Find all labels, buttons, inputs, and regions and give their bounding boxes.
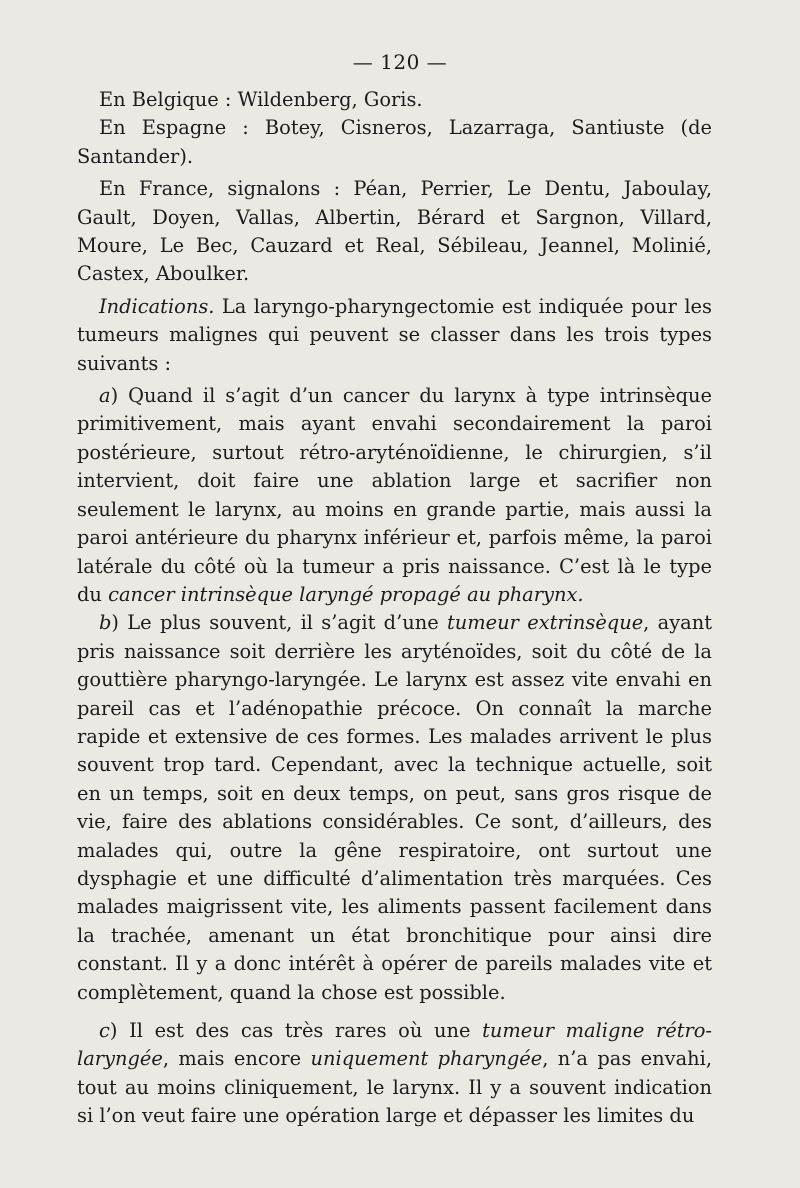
italic-run: uniquement pharyngée — [310, 1047, 543, 1071]
text-run: ) Le plus souvent, il s’agit d’une — [111, 611, 447, 635]
text-run: En Espagne : Botey, Cisneros, Lazarraga, Santiuste (de Santander). — [77, 116, 712, 168]
paragraph-indications — [77, 293, 712, 378]
text-run: , ayant pris naissance soit derrière les aryténoïdes, soit du côté de la gouttière pharyngo-laryngée. Le larynx est assez vite envahi en pareil cas et l’adénopathie précoce. On connaît la marche rapide et extensive de ces formes. Les malades arrivent le plus souvent trop tard. Cependant, avec la technique actuelle, soit en un temps, soit en deux temps, on peut, sans gros risque de vie, faire des ablations considérables. Ce sont, d’ailleurs, des malades qui, outre la gêne respiratoire, ont surtout une dysphagie et une difficulté d’alimentation très marquées. Ces malades maigrissent vite, les aliments passent facilement dans la trachée, amenant un état bronchitique pour ainsi dire constant. Il y a donc intérêt à opérer de pareils malades vite et complètement, quand la chose est possible. — [77, 611, 712, 1004]
text-run: ) Il est des cas très rares où une — [109, 1019, 483, 1042]
item-letter-a: a — [99, 384, 111, 408]
paragraph-type-b — [77, 609, 712, 1007]
italic-run: cancer intrinsèque laryngé propagé au pharynx. — [108, 582, 584, 606]
paragraph-type-c — [77, 1017, 712, 1131]
text-run: La laryngo-pharyngectomie est indiquée pour les tumeurs malignes qui peuvent se classer dans les trois types suivants : — [77, 294, 712, 375]
text-run: ) Quand il s’agit d’un cancer du larynx à type intrinsèque primitivement, mais ayant envahi secondairement la paroi postérieure, surtout rétro-aryténoïdienne, le chirurgien, s’il intervient, doit faire une ablation large et sacrifier non seulement le larynx, au moins en grande partie, mais aussi la paroi antérieure du pharynx inférieur et, parfois même, la paroi latérale du côté où la tumeur a pris naissance. C’est là le type du — [77, 384, 712, 606]
page-number: — 120 — — [352, 50, 448, 74]
paragraph-france — [77, 175, 712, 289]
item-letter-c: c — [99, 1019, 110, 1042]
indications-heading: Indications. — [99, 294, 215, 318]
body-text — [77, 86, 712, 1131]
paragraph-belgique — [77, 86, 712, 114]
paragraph-type-a — [77, 382, 712, 609]
paragraph-espagne — [77, 114, 712, 171]
italic-run: tumeur maligne rétro-laryngée — [77, 1019, 712, 1071]
text-run: , mais encore — [162, 1047, 311, 1071]
text-run: , n’a pas envahi, tout au moins cliniquement, le larynx. Il y a souvent indication si l’on veut faire une opération large et dépasser les limites du — [77, 1047, 713, 1128]
item-letter-b: b — [99, 611, 112, 635]
text-run: En France, signalons : Péan, Perrier, Le Dentu, Jaboulay, Gault, Doyen, Vallas, Albertin, Bérard et Sargnon, Villard, Moure, Le Bec, Cauzard et Real, Sébileau, Jeannel, Molinié, Castex, Aboulker. — [77, 177, 712, 286]
text-run: En Belgique : Wildenberg, Goris. — [99, 88, 423, 111]
italic-run: tumeur extrinsèque — [447, 611, 644, 635]
